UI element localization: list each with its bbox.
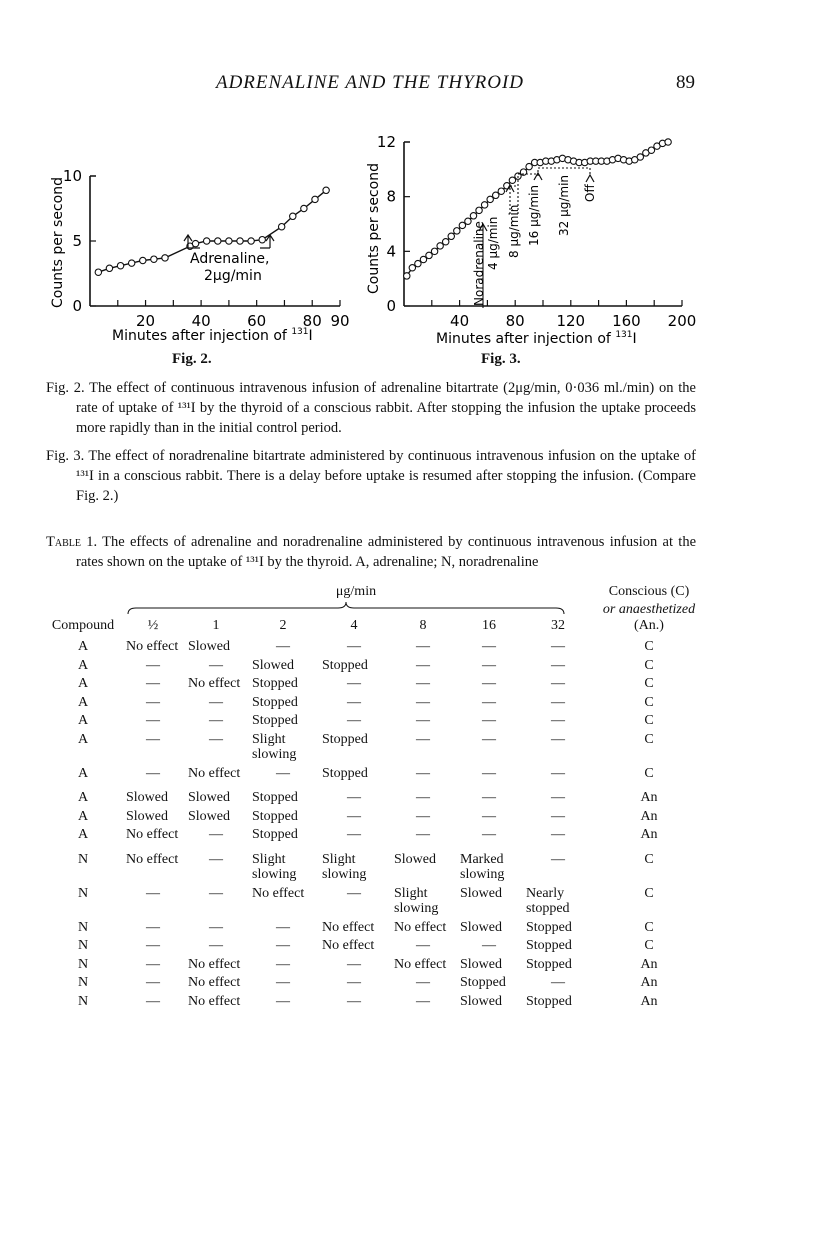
cell-dose-1: — xyxy=(209,694,223,710)
cell-dose-½: — xyxy=(146,765,160,781)
cell-compound: N xyxy=(77,851,89,867)
cell-dose-½: Slowed xyxy=(126,790,168,805)
cell-dose-32: — xyxy=(551,694,565,710)
cell-dose-2: Stopped xyxy=(252,694,298,710)
cell-dose-1: — xyxy=(209,657,223,673)
cell-dose-8: — xyxy=(416,676,430,691)
fig2-annotation-line1: Adrenaline, xyxy=(190,251,270,267)
fig2-xtick-label: 60 xyxy=(247,312,267,330)
table-row xyxy=(44,938,704,957)
cell-dose-½: — xyxy=(146,919,160,935)
fig2-data-point xyxy=(259,237,265,243)
fig2-xtick-label: 80 xyxy=(302,312,322,330)
running-title: ADRENALINE AND THE THYROID xyxy=(215,72,525,93)
cell-dose-16: — xyxy=(482,639,496,654)
fig3-ylabel: Counts per second xyxy=(366,163,382,294)
fig3-data-point xyxy=(420,256,426,262)
cell-dose-½: — xyxy=(146,993,160,1009)
cell-dose-4: Stopped xyxy=(322,731,368,747)
cell-dose-4: — xyxy=(347,956,361,972)
cell-dose-½: — xyxy=(146,975,160,990)
fig2-data-point xyxy=(162,255,168,261)
fig3-ytick-label: 8 xyxy=(386,187,396,206)
fig3-data-point xyxy=(487,196,493,202)
figure-3-chart xyxy=(360,128,705,350)
table-title xyxy=(46,532,696,572)
cell-compound: A xyxy=(77,713,89,728)
fig2-data-point xyxy=(290,213,296,219)
cell-compound: A xyxy=(77,639,89,654)
cell-dose-2: — xyxy=(276,919,290,935)
cell-dose-1: — xyxy=(209,851,223,867)
table-row xyxy=(44,784,704,809)
cell-dose-8: — xyxy=(416,993,430,1009)
cell-dose-16: Slowed xyxy=(460,993,502,1009)
table-row xyxy=(44,639,704,658)
cell-dose-2: Stopped xyxy=(252,790,298,805)
cell-dose-2: Stopped xyxy=(252,676,298,691)
fig2-data-point xyxy=(278,224,284,230)
cell-dose-8: — xyxy=(416,975,430,990)
cell-dose-16: — xyxy=(482,765,496,781)
cell-dose-32: Stopped xyxy=(526,919,572,935)
cell-dose-½: Slowed xyxy=(126,808,168,824)
col-header-32: 32 xyxy=(551,617,565,633)
conscious-header-3: (An.) xyxy=(634,617,664,633)
fig3-data-point xyxy=(470,213,476,219)
fig3-data-point xyxy=(459,222,465,228)
cell-state: C xyxy=(644,676,654,691)
cell-dose-2: — xyxy=(276,956,290,972)
col-header-compound: Compound xyxy=(51,617,115,633)
fig2-xlabel: Minutes after injection of $^{131}$I xyxy=(112,327,313,344)
fig2-ytick-label: 5 xyxy=(72,232,82,250)
table-row xyxy=(44,732,704,766)
cell-compound: A xyxy=(77,790,89,805)
cell-state: C xyxy=(644,851,654,867)
cell-dose-1: No effect xyxy=(188,956,241,972)
col-header-8: 8 xyxy=(419,617,427,633)
cell-dose-4: — xyxy=(347,694,361,710)
fig2-data-point xyxy=(237,238,243,244)
cell-dose-1: Slowed xyxy=(188,790,230,805)
fig3-ytick-label: 12 xyxy=(376,133,396,151)
cell-dose-32: — xyxy=(551,975,565,990)
cell-dose-8: No effect xyxy=(394,919,447,935)
table-label: Table 1. xyxy=(46,534,98,550)
fig2-ylabel: Counts per second xyxy=(50,177,66,308)
cell-dose-8: — xyxy=(416,713,430,728)
cell-dose-1: No effect xyxy=(188,676,241,691)
fig3-annotation-32: 32 μg/min xyxy=(557,174,571,236)
cell-state: An xyxy=(640,975,658,990)
fig3-ytick-label: 0 xyxy=(386,297,396,315)
table-caption: The effects of adrenaline and noradrenaline administered by continuous intravenous infusion at the rates shown on the uptake of ¹³¹I by the thyroid. A, adrenaline; N, noradrenaline xyxy=(76,534,697,570)
cell-dose-½: — xyxy=(146,694,160,710)
results-table xyxy=(44,584,704,1012)
cell-dose-16: Stopped xyxy=(460,975,506,990)
fig2-data-point xyxy=(192,240,198,246)
cell-dose-½: No effect xyxy=(126,639,179,654)
fig3-caption: Fig. 3. The effect of noradrenaline bitartrate administered by continuous intravenous infusion on the uptake of ¹³¹I in a conscious rabbit. There is a delay before uptake is resumed after stopping the infusion. (Compare Fig. 2.) xyxy=(46,448,696,504)
cell-dose-2: Stopped xyxy=(252,808,298,824)
cell-dose-4: Stopped xyxy=(322,657,368,673)
fig2-data-point xyxy=(323,187,329,193)
table-row xyxy=(44,975,704,994)
cell-dose-32: — xyxy=(551,808,565,824)
cell-state: C xyxy=(644,938,654,953)
conscious-header-2: or anaesthetized xyxy=(602,602,696,617)
fig3-xtick-label: 80 xyxy=(505,312,525,330)
cell-compound: A xyxy=(77,657,89,673)
cell-compound: N xyxy=(77,919,89,935)
cell-dose-4: — xyxy=(347,639,361,654)
cell-state: An xyxy=(640,956,658,972)
table-row xyxy=(44,827,704,846)
col-header-1: 1 xyxy=(212,617,220,633)
cell-dose-2: Slowed xyxy=(252,657,294,673)
fig3-annotation-8: 8 μg/min xyxy=(507,204,521,258)
cell-dose-4: — xyxy=(347,808,361,824)
fig3-xtick-label: 160 xyxy=(612,312,641,330)
fig3-ytick-label: 4 xyxy=(386,242,396,261)
cell-dose-2: — xyxy=(276,765,290,781)
fig2-data-point xyxy=(203,238,209,244)
fig3-data-point xyxy=(443,239,449,245)
fig3-data-point xyxy=(481,202,487,208)
fig3-data-point xyxy=(431,248,437,254)
cell-dose-32: Nearly stopped xyxy=(526,885,570,916)
fig2-caption: Fig. 2. The effect of continuous intravenous infusion of adrenaline bitartrate (2μg/min, 0·036 ml./min) on the rate of uptake of ¹³¹I by the thyroid of a conscious rabbit. After stopping the infusion the uptake proceeds more rapidly than in the initial control period. xyxy=(46,380,696,436)
table-row xyxy=(44,846,704,886)
fig2-annotation-line2: 2μg/min xyxy=(204,268,262,284)
fig3-data-point xyxy=(493,192,499,198)
cell-dose-32: — xyxy=(551,790,565,805)
cell-compound: A xyxy=(77,676,89,691)
fig3-data-point xyxy=(409,265,415,271)
fig3-xtick-label: 200 xyxy=(667,312,697,330)
cell-dose-8: Slight slowing xyxy=(394,885,439,916)
cell-dose-16: Slowed xyxy=(460,885,502,901)
cell-dose-32: — xyxy=(551,731,565,747)
cell-dose-16: Slowed xyxy=(460,956,502,972)
fig3-data-point xyxy=(437,243,443,249)
cell-compound: A xyxy=(77,808,89,824)
fig2-xtick-label: 90 xyxy=(330,312,350,330)
fig2-data-point xyxy=(215,238,221,244)
cell-dose-1: No effect xyxy=(188,993,241,1009)
cell-dose-8: — xyxy=(416,827,430,842)
cell-compound: N xyxy=(77,956,89,972)
cell-dose-2: Stopped xyxy=(252,713,298,728)
cell-state: C xyxy=(644,657,654,673)
cell-dose-32: — xyxy=(551,676,565,691)
fig3-data-point xyxy=(448,233,454,239)
cell-dose-16: — xyxy=(482,676,496,691)
table-row xyxy=(44,886,704,920)
cell-state: C xyxy=(644,765,654,781)
col-header-4: 4 xyxy=(350,617,358,633)
fig3-annotation-off: Off xyxy=(583,184,597,202)
fig2-data-point xyxy=(151,256,157,262)
table-row xyxy=(44,994,704,1013)
cell-dose-2: — xyxy=(276,938,290,953)
fig3-data-point xyxy=(637,154,643,160)
cell-state: An xyxy=(640,790,658,805)
col-header-2: 2 xyxy=(279,617,287,633)
cell-compound: A xyxy=(77,731,89,747)
fig2-data-point xyxy=(140,257,146,263)
cell-dose-16: Slowed xyxy=(460,919,502,935)
fig2-xtick-label: 40 xyxy=(191,312,211,330)
cell-dose-1: — xyxy=(209,938,223,953)
cell-dose-½: — xyxy=(146,713,160,728)
cell-compound: A xyxy=(77,694,89,710)
cell-dose-1: — xyxy=(209,713,223,728)
fig3-xtick-label: 120 xyxy=(556,312,586,330)
cell-dose-4: No effect xyxy=(322,938,375,953)
col-header-16: 16 xyxy=(482,617,496,633)
cell-dose-4: — xyxy=(347,885,361,901)
fig3-annotation-16: 16 μg/min xyxy=(527,184,541,246)
fig3-axes xyxy=(404,142,682,306)
cell-dose-½: — xyxy=(146,938,160,953)
cell-dose-2: Stopped xyxy=(252,827,298,842)
cell-compound: N xyxy=(77,938,89,953)
cell-dose-½: No effect xyxy=(126,851,179,867)
cell-dose-16: — xyxy=(482,827,496,842)
cell-dose-1: — xyxy=(209,885,223,901)
cell-state: C xyxy=(644,639,654,654)
fig2-data-point xyxy=(117,263,123,269)
cell-state: An xyxy=(640,827,658,842)
cell-dose-½: — xyxy=(146,676,160,691)
fig2-label: Fig. 2. xyxy=(172,351,212,367)
cell-dose-4: Slight slowing xyxy=(322,851,367,882)
cell-dose-2: — xyxy=(276,993,290,1009)
cell-dose-16: — xyxy=(482,657,496,673)
cell-state: C xyxy=(644,713,654,728)
fig3-xtick-label: 40 xyxy=(450,312,470,330)
cell-dose-32: Stopped xyxy=(526,993,572,1009)
cell-dose-1: No effect xyxy=(188,765,241,781)
cell-compound: A xyxy=(77,827,89,842)
fig2-data-point xyxy=(248,238,254,244)
cell-dose-8: — xyxy=(416,639,430,654)
fig2-data-point xyxy=(301,205,307,211)
cell-dose-16: — xyxy=(482,790,496,805)
cell-dose-8: — xyxy=(416,731,430,747)
cell-compound: N xyxy=(77,885,89,901)
cell-dose-16: — xyxy=(482,938,496,953)
cell-dose-16: — xyxy=(482,713,496,728)
cell-state: C xyxy=(644,731,654,747)
cell-state: An xyxy=(640,808,658,824)
cell-dose-1: — xyxy=(209,731,223,747)
cell-dose-16: — xyxy=(482,731,496,747)
cell-dose-2: Slight slowing xyxy=(252,731,297,762)
fig2-data-point xyxy=(226,238,232,244)
cell-compound: N xyxy=(77,975,89,990)
figure-captions xyxy=(46,378,696,506)
fig3-data-point xyxy=(465,218,471,224)
fig2-data-point xyxy=(106,265,112,271)
fig3-data-point xyxy=(526,163,532,169)
cell-dose-½: — xyxy=(146,731,160,747)
cell-dose-16: — xyxy=(482,808,496,824)
cell-dose-4: Stopped xyxy=(322,765,368,781)
fig3-data-point xyxy=(426,252,432,258)
cell-dose-4: — xyxy=(347,993,361,1009)
table-row xyxy=(44,957,704,976)
dose-group-brace xyxy=(122,602,594,618)
fig3-xlabel: Minutes after injection of $^{131}$I xyxy=(436,330,637,347)
cell-dose-2: Slight slowing xyxy=(252,851,297,882)
cell-dose-8: Slowed xyxy=(394,851,436,867)
fig2-data-point xyxy=(312,196,318,202)
cell-dose-1: — xyxy=(209,919,223,935)
cell-dose-½: — xyxy=(146,657,160,673)
cell-dose-32: Stopped xyxy=(526,956,572,972)
cell-dose-32: — xyxy=(551,851,565,867)
table-row xyxy=(44,676,704,695)
table-row xyxy=(44,809,704,828)
cell-dose-32: — xyxy=(551,765,565,781)
cell-dose-16: — xyxy=(482,694,496,710)
fig3-annotation-noradrenaline: Noradrenaline xyxy=(472,221,486,306)
cell-dose-8: — xyxy=(416,657,430,673)
table-row xyxy=(44,766,704,785)
cell-dose-4: — xyxy=(347,713,361,728)
cell-dose-32: — xyxy=(551,657,565,673)
cell-state: C xyxy=(644,694,654,710)
table-row xyxy=(44,695,704,714)
fig2-xtick-label: 20 xyxy=(136,312,156,330)
cell-state: An xyxy=(640,993,658,1009)
cell-dose-8: No effect xyxy=(394,956,447,972)
table-row xyxy=(44,920,704,939)
cell-dose-16: Marked slowing xyxy=(460,851,505,882)
cell-compound: A xyxy=(77,765,89,781)
cell-dose-2: — xyxy=(276,975,290,990)
cell-dose-1: Slowed xyxy=(188,639,230,654)
cell-dose-½: — xyxy=(146,956,160,972)
fig2-ytick-label: 0 xyxy=(72,297,82,315)
page-number: 89 xyxy=(676,72,695,93)
cell-dose-4: — xyxy=(347,790,361,805)
cell-dose-8: — xyxy=(416,808,430,824)
fig3-data-point xyxy=(404,273,410,279)
col-header-half: ½ xyxy=(147,617,159,633)
cell-dose-2: No effect xyxy=(252,885,305,901)
table-row xyxy=(44,658,704,677)
fig2-data-point xyxy=(95,269,101,275)
fig3-data-point xyxy=(498,188,504,194)
cell-dose-8: — xyxy=(416,694,430,710)
cell-dose-1: No effect xyxy=(188,975,241,990)
fig3-data-point xyxy=(648,147,654,153)
cell-dose-4: — xyxy=(347,975,361,990)
dose-group-header: μg/min xyxy=(335,584,377,599)
cell-dose-8: — xyxy=(416,765,430,781)
fig3-data-point xyxy=(476,207,482,213)
cell-state: C xyxy=(644,919,654,935)
cell-dose-32: — xyxy=(551,639,565,654)
cell-state: C xyxy=(644,885,654,901)
cell-dose-32: Stopped xyxy=(526,938,572,953)
cell-compound: N xyxy=(77,993,89,1009)
cell-dose-1: Slowed xyxy=(188,808,230,824)
conscious-header-1: Conscious (C) xyxy=(608,584,690,599)
cell-dose-4: — xyxy=(347,827,361,842)
figure-2-chart xyxy=(40,128,360,348)
fig3-label: Fig. 3. xyxy=(481,351,521,367)
fig3-data-point xyxy=(665,139,671,145)
cell-dose-4: — xyxy=(347,676,361,691)
fig3-data-point xyxy=(454,228,460,234)
fig3-data-point xyxy=(415,260,421,266)
cell-dose-8: — xyxy=(416,790,430,805)
fig3-annotation-4: 4 μg/min xyxy=(486,216,500,270)
cell-dose-1: — xyxy=(209,827,223,842)
cell-dose-8: — xyxy=(416,938,430,953)
table-row xyxy=(44,713,704,732)
cell-dose-2: — xyxy=(276,639,290,654)
cell-dose-32: — xyxy=(551,713,565,728)
cell-dose-4: No effect xyxy=(322,919,375,935)
cell-dose-32: — xyxy=(551,827,565,842)
cell-dose-½: No effect xyxy=(126,827,179,842)
fig3-data-point xyxy=(509,177,515,183)
fig2-data-point xyxy=(128,260,134,266)
fig2-ytick-label: 10 xyxy=(62,167,82,185)
cell-dose-½: — xyxy=(146,885,160,901)
